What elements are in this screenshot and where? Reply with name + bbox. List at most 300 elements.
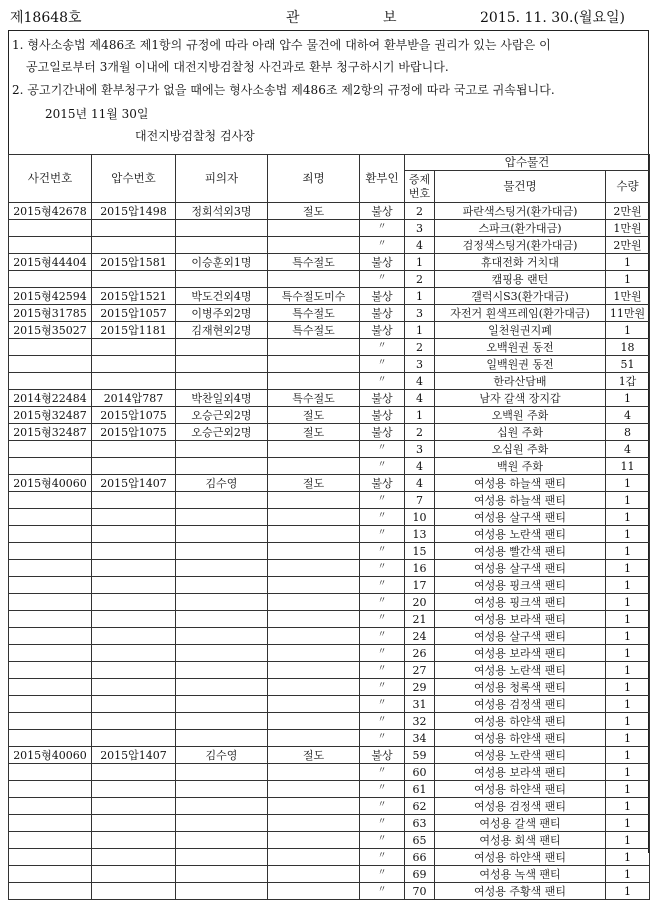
suspect-cell (176, 220, 268, 237)
quantity-cell: 1 (606, 730, 650, 747)
quantity-cell: 1 (606, 662, 650, 679)
seizure-no-cell (92, 713, 176, 730)
return-cell: 〃 (360, 696, 405, 713)
table-row (9, 373, 650, 390)
quantity-cell: 1 (606, 560, 650, 577)
evidence-no-cell: 4 (405, 475, 435, 492)
case-no-cell (9, 577, 92, 594)
seizure-no-cell (92, 356, 176, 373)
case-no-cell: 2015형40060 (9, 475, 92, 492)
suspect-cell (176, 849, 268, 866)
item-name-cell: 오백원 주화 (435, 407, 606, 424)
seized-items-table (8, 154, 650, 900)
case-no-cell (9, 849, 92, 866)
evidence-no-cell: 1 (405, 407, 435, 424)
quantity-cell: 8 (606, 424, 650, 441)
seizure-no-cell (92, 526, 176, 543)
quantity-cell: 1 (606, 815, 650, 832)
case-no-cell (9, 509, 92, 526)
header-quantity: 수량 (606, 171, 650, 203)
case-no-cell: 2015형32487 (9, 424, 92, 441)
item-name-cell: 오백원권 동전 (435, 339, 606, 356)
gazette-title-right: 보 (383, 10, 397, 26)
evidence-no-cell: 7 (405, 492, 435, 509)
seizure-no-cell (92, 220, 176, 237)
quantity-cell: 1 (606, 577, 650, 594)
gazette-header (0, 0, 653, 28)
return-cell: 〃 (360, 441, 405, 458)
evidence-no-cell: 32 (405, 713, 435, 730)
suspect-cell (176, 339, 268, 356)
charge-cell (268, 441, 360, 458)
item-name-cell: 여성용 보라색 팬티 (435, 645, 606, 662)
suspect-cell: 정회석외3명 (176, 203, 268, 220)
return-cell: 〃 (360, 662, 405, 679)
notice-line-3: 2. 공고기간내에 환부청구가 없을 때에는 형사소송법 제486조 제2항의 규정에 따라 국고로 귀속됩니다. (12, 83, 555, 97)
quantity-cell: 1 (606, 628, 650, 645)
return-cell: 〃 (360, 560, 405, 577)
evidence-no-cell: 3 (405, 220, 435, 237)
suspect-cell (176, 679, 268, 696)
quantity-cell: 1 (606, 798, 650, 815)
case-no-cell (9, 458, 92, 475)
charge-cell (268, 662, 360, 679)
header-return: 환부인 (360, 155, 405, 203)
return-cell: 〃 (360, 373, 405, 390)
table-row (9, 645, 650, 662)
table-row (9, 594, 650, 611)
evidence-no-cell: 63 (405, 815, 435, 832)
seizure-no-cell (92, 441, 176, 458)
evidence-no-cell: 13 (405, 526, 435, 543)
table-row (9, 883, 650, 900)
case-no-cell (9, 237, 92, 254)
table-row (9, 492, 650, 509)
item-name-cell: 여성용 보라색 팬티 (435, 764, 606, 781)
suspect-cell (176, 441, 268, 458)
charge-cell (268, 866, 360, 883)
case-no-cell (9, 781, 92, 798)
quantity-cell: 1 (606, 390, 650, 407)
charge-cell: 특수절도 (268, 390, 360, 407)
quantity-cell: 1 (606, 594, 650, 611)
evidence-no-cell: 1 (405, 288, 435, 305)
quantity-cell: 1 (606, 475, 650, 492)
evidence-no-cell: 20 (405, 594, 435, 611)
table-row (9, 339, 650, 356)
evidence-no-cell: 4 (405, 373, 435, 390)
case-no-cell (9, 356, 92, 373)
seizure-no-cell (92, 815, 176, 832)
quantity-cell: 1갑 (606, 373, 650, 390)
charge-cell (268, 339, 360, 356)
charge-cell (268, 849, 360, 866)
item-name-cell: 여성용 하얀색 팬티 (435, 713, 606, 730)
item-name-cell: 여성용 녹색 팬티 (435, 866, 606, 883)
quantity-cell: 1 (606, 271, 650, 288)
case-no-cell (9, 492, 92, 509)
suspect-cell (176, 696, 268, 713)
suspect-cell (176, 373, 268, 390)
issue-date: 2015. 11. 30.(월요일) (480, 10, 626, 26)
table-row (9, 237, 650, 254)
charge-cell: 절도 (268, 203, 360, 220)
item-name-cell: 여성용 하늘색 팬티 (435, 492, 606, 509)
table-row (9, 798, 650, 815)
seizure-no-cell (92, 373, 176, 390)
table-row (9, 815, 650, 832)
header-charge: 죄명 (268, 155, 360, 203)
table-row (9, 220, 650, 237)
item-name-cell: 캠핑용 랜턴 (435, 271, 606, 288)
return-cell: 〃 (360, 611, 405, 628)
suspect-cell (176, 458, 268, 475)
quantity-cell: 1 (606, 526, 650, 543)
item-name-cell: 여성용 검정색 팬티 (435, 696, 606, 713)
evidence-no-cell: 17 (405, 577, 435, 594)
seizure-no-cell (92, 781, 176, 798)
table-row (9, 764, 650, 781)
table-row (9, 577, 650, 594)
return-cell: 〃 (360, 594, 405, 611)
charge-cell: 특수절도 (268, 254, 360, 271)
case-no-cell: 2015형42594 (9, 288, 92, 305)
table-row (9, 509, 650, 526)
charge-cell (268, 815, 360, 832)
item-name-cell: 스파크(환가대금) (435, 220, 606, 237)
evidence-no-cell: 4 (405, 390, 435, 407)
charge-cell (268, 543, 360, 560)
item-name-cell: 일백원권 동전 (435, 356, 606, 373)
seizure-no-cell (92, 730, 176, 747)
suspect-cell (176, 611, 268, 628)
item-name-cell: 여성용 살구색 팬티 (435, 560, 606, 577)
return-cell: 〃 (360, 679, 405, 696)
case-no-cell (9, 560, 92, 577)
evidence-no-cell: 59 (405, 747, 435, 764)
seizure-no-cell (92, 832, 176, 849)
suspect-cell (176, 713, 268, 730)
case-no-cell: 2014형22484 (9, 390, 92, 407)
return-cell: 〃 (360, 543, 405, 560)
quantity-cell: 1 (606, 849, 650, 866)
return-cell: 〃 (360, 832, 405, 849)
charge-cell (268, 577, 360, 594)
seizure-no-cell: 2015압1581 (92, 254, 176, 271)
quantity-cell: 1 (606, 832, 650, 849)
suspect-cell: 이병주외2명 (176, 305, 268, 322)
quantity-cell: 1 (606, 883, 650, 900)
suspect-cell: 박도건외4명 (176, 288, 268, 305)
case-no-cell (9, 764, 92, 781)
charge-cell (268, 271, 360, 288)
item-name-cell: 검정색스팅거(환가대금) (435, 237, 606, 254)
suspect-cell (176, 628, 268, 645)
table-row (9, 288, 650, 305)
seizure-no-cell: 2015압1521 (92, 288, 176, 305)
case-no-cell (9, 730, 92, 747)
suspect-cell (176, 798, 268, 815)
item-name-cell: 휴대전화 거치대 (435, 254, 606, 271)
case-no-cell: 2015형40060 (9, 747, 92, 764)
quantity-cell: 1 (606, 509, 650, 526)
table-row (9, 679, 650, 696)
seizure-no-cell (92, 594, 176, 611)
return-cell: 불상 (360, 390, 405, 407)
case-no-cell (9, 798, 92, 815)
seizure-no-cell: 2015압1407 (92, 475, 176, 492)
header-case-no: 사건번호 (9, 155, 92, 203)
notice-line-1: 1. 형사소송법 제486조 제1항의 규정에 따라 아래 압수 물건에 대하여 환부받을 권리가 있는 사람은 이 (12, 38, 551, 52)
header-suspect: 피의자 (176, 155, 268, 203)
charge-cell (268, 832, 360, 849)
charge-cell (268, 764, 360, 781)
return-cell: 〃 (360, 815, 405, 832)
suspect-cell (176, 356, 268, 373)
quantity-cell: 1 (606, 322, 650, 339)
seizure-no-cell (92, 798, 176, 815)
suspect-cell: 박찬일외4명 (176, 390, 268, 407)
seizure-no-cell: 2015압1057 (92, 305, 176, 322)
table-row (9, 271, 650, 288)
case-no-cell (9, 713, 92, 730)
seizure-no-cell: 2015압1181 (92, 322, 176, 339)
case-no-cell (9, 271, 92, 288)
return-cell: 〃 (360, 883, 405, 900)
return-cell: 〃 (360, 492, 405, 509)
charge-cell (268, 696, 360, 713)
seizure-no-cell (92, 764, 176, 781)
item-name-cell: 여성용 살구색 팬티 (435, 628, 606, 645)
quantity-cell: 1 (606, 764, 650, 781)
return-cell: 〃 (360, 866, 405, 883)
charge-cell (268, 492, 360, 509)
suspect-cell: 이승훈외1명 (176, 254, 268, 271)
case-no-cell (9, 696, 92, 713)
quantity-cell: 1 (606, 254, 650, 271)
evidence-no-cell: 2 (405, 424, 435, 441)
case-no-cell (9, 832, 92, 849)
suspect-cell (176, 509, 268, 526)
table-row (9, 628, 650, 645)
charge-cell (268, 560, 360, 577)
suspect-cell (176, 526, 268, 543)
seizure-no-cell (92, 577, 176, 594)
seizure-no-cell (92, 628, 176, 645)
return-cell: 불상 (360, 305, 405, 322)
case-no-cell (9, 594, 92, 611)
table-row (9, 713, 650, 730)
suspect-cell (176, 594, 268, 611)
table-row (9, 305, 650, 322)
quantity-cell: 1 (606, 492, 650, 509)
item-name-cell: 백원 주화 (435, 458, 606, 475)
seizure-no-cell: 2015압1075 (92, 407, 176, 424)
suspect-cell: 김재현외2명 (176, 322, 268, 339)
seizure-no-cell (92, 645, 176, 662)
case-no-cell (9, 815, 92, 832)
seizure-no-cell (92, 866, 176, 883)
notice-line-2: 공고일로부터 3개월 이내에 대전지방검찰청 사건과로 환부 청구하시기 바랍니다. (26, 60, 449, 74)
table-row (9, 730, 650, 747)
charge-cell (268, 730, 360, 747)
signer: 대전지방검찰청 검사장 (135, 129, 255, 143)
suspect-cell (176, 832, 268, 849)
evidence-no-cell: 70 (405, 883, 435, 900)
seizure-no-cell: 2014압787 (92, 390, 176, 407)
suspect-cell (176, 271, 268, 288)
return-cell: 〃 (360, 798, 405, 815)
charge-cell: 절도 (268, 475, 360, 492)
return-cell: 〃 (360, 458, 405, 475)
evidence-no-cell: 62 (405, 798, 435, 815)
evidence-no-cell: 27 (405, 662, 435, 679)
case-no-cell: 2015형42678 (9, 203, 92, 220)
charge-cell (268, 458, 360, 475)
quantity-cell: 1 (606, 696, 650, 713)
item-name-cell: 여성용 노란색 팬티 (435, 747, 606, 764)
charge-cell: 절도 (268, 747, 360, 764)
charge-cell: 특수절도 (268, 305, 360, 322)
evidence-no-cell: 26 (405, 645, 435, 662)
case-no-cell (9, 645, 92, 662)
quantity-cell: 2만원 (606, 237, 650, 254)
case-no-cell (9, 883, 92, 900)
return-cell: 〃 (360, 730, 405, 747)
case-no-cell (9, 611, 92, 628)
evidence-no-cell: 3 (405, 305, 435, 322)
table-row (9, 849, 650, 866)
table-body (9, 203, 650, 900)
seizure-no-cell (92, 696, 176, 713)
return-cell: 불상 (360, 254, 405, 271)
return-cell: 〃 (360, 577, 405, 594)
suspect-cell (176, 237, 268, 254)
table-row (9, 458, 650, 475)
charge-cell: 절도 (268, 407, 360, 424)
evidence-no-cell: 16 (405, 560, 435, 577)
table-row (9, 866, 650, 883)
item-name-cell: 자전거 흰색프레임(환가대금) (435, 305, 606, 322)
table-row (9, 356, 650, 373)
return-cell: 〃 (360, 713, 405, 730)
sign-date: 2015년 11월 30일 (45, 107, 149, 121)
quantity-cell: 1 (606, 543, 650, 560)
seizure-no-cell (92, 679, 176, 696)
evidence-no-cell: 10 (405, 509, 435, 526)
item-name-cell: 파란색스팅거(환가대금) (435, 203, 606, 220)
charge-cell (268, 679, 360, 696)
item-name-cell: 여성용 노란색 팬티 (435, 662, 606, 679)
item-name-cell: 여성용 하얀색 팬티 (435, 730, 606, 747)
evidence-no-cell: 4 (405, 237, 435, 254)
return-cell: 〃 (360, 220, 405, 237)
charge-cell (268, 611, 360, 628)
case-no-cell (9, 679, 92, 696)
seizure-no-cell (92, 339, 176, 356)
suspect-cell: 오승근외2명 (176, 424, 268, 441)
suspect-cell (176, 645, 268, 662)
item-name-cell: 갤럭시S3(환가대금) (435, 288, 606, 305)
gazette-title-left: 관 (286, 10, 300, 26)
charge-cell (268, 781, 360, 798)
item-name-cell: 여성용 회색 팬티 (435, 832, 606, 849)
seizure-no-cell (92, 543, 176, 560)
table-row (9, 526, 650, 543)
table-row (9, 560, 650, 577)
table-row (9, 203, 650, 220)
table-row (9, 611, 650, 628)
evidence-no-cell: 65 (405, 832, 435, 849)
suspect-cell (176, 543, 268, 560)
item-name-cell: 여성용 주황색 팬티 (435, 883, 606, 900)
charge-cell (268, 713, 360, 730)
evidence-no-cell: 69 (405, 866, 435, 883)
return-cell: 〃 (360, 526, 405, 543)
suspect-cell (176, 492, 268, 509)
evidence-no-cell: 29 (405, 679, 435, 696)
suspect-cell (176, 577, 268, 594)
charge-cell: 절도 (268, 424, 360, 441)
quantity-cell: 4 (606, 407, 650, 424)
return-cell: 불상 (360, 203, 405, 220)
seizure-no-cell (92, 237, 176, 254)
table-row (9, 424, 650, 441)
item-name-cell: 일천원권지폐 (435, 322, 606, 339)
return-cell: 〃 (360, 849, 405, 866)
table-row (9, 475, 650, 492)
table-row (9, 322, 650, 339)
evidence-no-cell: 1 (405, 254, 435, 271)
charge-cell (268, 526, 360, 543)
seizure-no-cell (92, 611, 176, 628)
quantity-cell: 1 (606, 645, 650, 662)
header-seizure-no: 압수번호 (92, 155, 176, 203)
evidence-no-cell: 66 (405, 849, 435, 866)
table-row (9, 441, 650, 458)
table-row (9, 407, 650, 424)
header-seized-items: 압수물건 (405, 155, 650, 171)
return-cell: 〃 (360, 628, 405, 645)
suspect-cell (176, 815, 268, 832)
quantity-cell: 1만원 (606, 220, 650, 237)
charge-cell: 특수절도미수 (268, 288, 360, 305)
item-name-cell: 십원 주화 (435, 424, 606, 441)
return-cell: 불상 (360, 322, 405, 339)
evidence-no-cell: 24 (405, 628, 435, 645)
case-no-cell: 2015형32487 (9, 407, 92, 424)
item-name-cell: 여성용 검정색 팬티 (435, 798, 606, 815)
seizure-no-cell (92, 492, 176, 509)
case-no-cell (9, 441, 92, 458)
charge-cell (268, 883, 360, 900)
case-no-cell (9, 220, 92, 237)
return-cell: 〃 (360, 645, 405, 662)
return-cell: 〃 (360, 764, 405, 781)
return-cell: 불상 (360, 424, 405, 441)
evidence-no-cell: 2 (405, 203, 435, 220)
return-cell: 불상 (360, 407, 405, 424)
item-name-cell: 여성용 핑크색 팬티 (435, 577, 606, 594)
issue-number: 제18648호 (10, 10, 82, 26)
case-no-cell (9, 628, 92, 645)
evidence-no-cell: 2 (405, 271, 435, 288)
case-no-cell (9, 373, 92, 390)
seizure-no-cell (92, 560, 176, 577)
case-no-cell (9, 543, 92, 560)
item-name-cell: 여성용 핑크색 팬티 (435, 594, 606, 611)
evidence-no-cell: 60 (405, 764, 435, 781)
